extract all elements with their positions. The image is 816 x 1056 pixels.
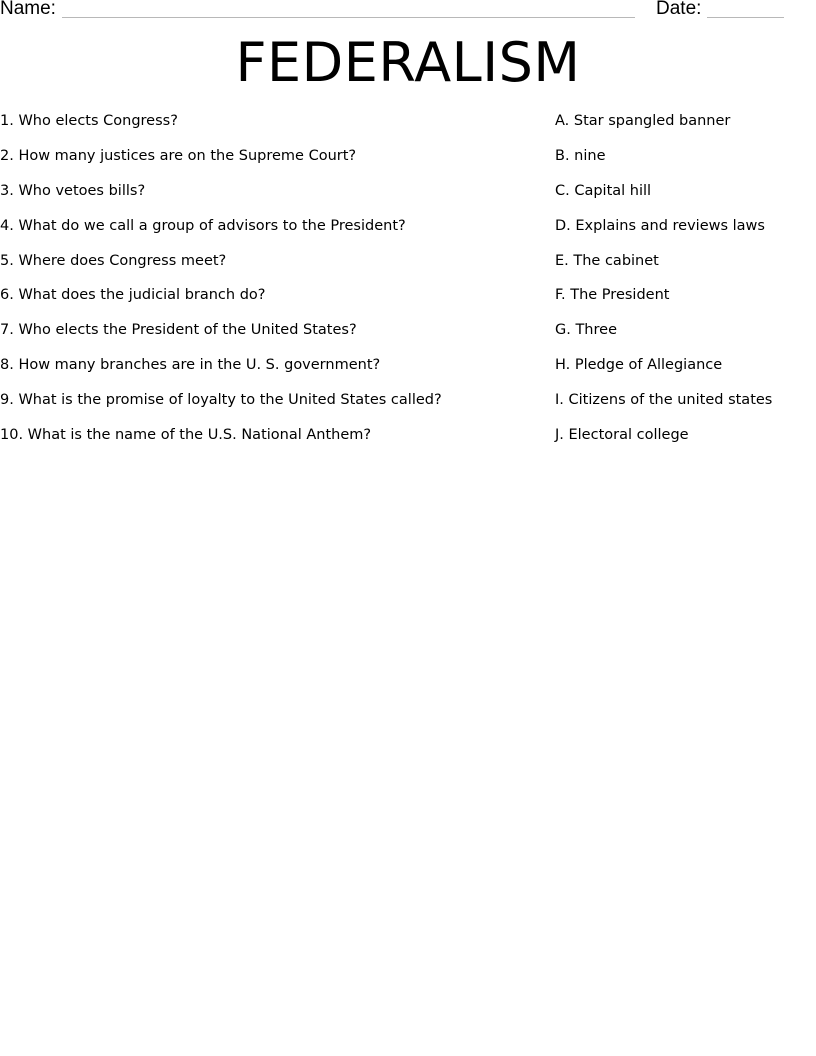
question-item: 1. Who elects Congress? <box>0 113 178 129</box>
answer-list <box>555 111 810 460</box>
question-item: 2. How many justices are on the Supreme Court? <box>0 147 357 164</box>
answer-item: F. The President <box>555 287 670 304</box>
question-item: 4. What do we call a group of advisors to the President? <box>0 217 406 234</box>
question-item: 3. Who vetoes bills? <box>0 182 146 199</box>
answer-item: I. Citizens of the united states <box>555 392 773 409</box>
question-item: 5. Where does Congress meet? <box>0 252 227 269</box>
answer-item: D. Explains and reviews laws <box>555 217 765 234</box>
date-label: Date: <box>656 0 702 19</box>
answer-item: G. Three <box>555 322 617 339</box>
worksheet-header <box>0 0 790 24</box>
name-blank-line <box>62 17 635 18</box>
name-label: Name: <box>0 0 56 19</box>
question-item: 7. Who elects the President of the United States? <box>0 322 357 339</box>
answer-item: C. Capital hill <box>555 182 652 199</box>
question-item: 9. What is the promise of loyalty to the United States called? <box>0 392 442 409</box>
worksheet-title: FEDERALISM <box>235 31 581 94</box>
date-blank-line <box>707 17 784 18</box>
answer-item: B. nine <box>555 147 606 164</box>
question-item: 6. What does the judicial branch do? <box>0 287 266 304</box>
answer-item: H. Pledge of Allegiance <box>555 357 723 374</box>
answer-item: E. The cabinet <box>555 252 659 269</box>
answer-item: J. Electoral college <box>555 427 689 444</box>
question-item: 8. How many branches are in the U. S. government? <box>0 357 381 374</box>
question-list <box>0 111 540 460</box>
question-item: 10. What is the name of the U.S. National Anthem? <box>0 427 372 444</box>
answer-item: A. Star spangled banner <box>555 113 731 129</box>
